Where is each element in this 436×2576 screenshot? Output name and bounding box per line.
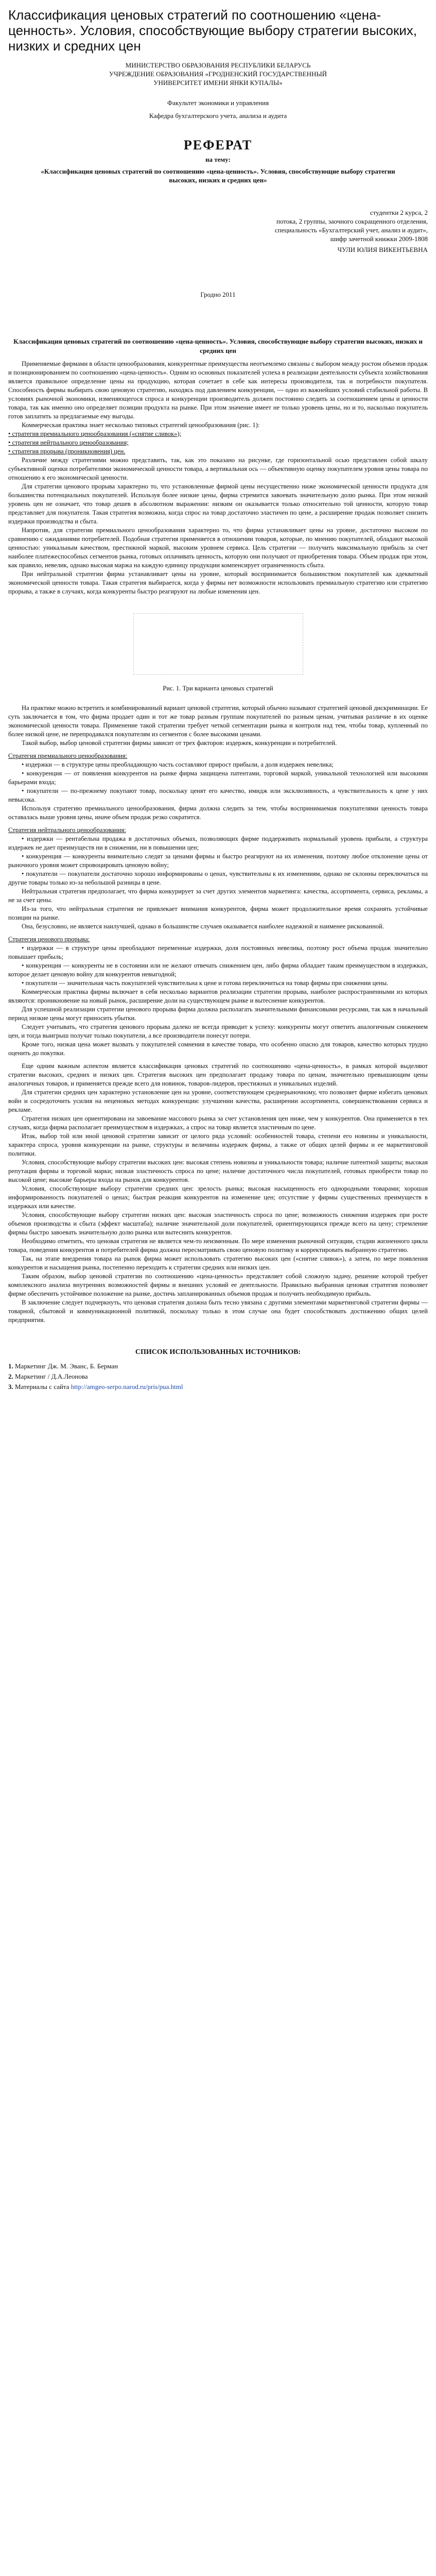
paragraph: Условия, способствующие выбору стратегии средних цен: зрелость рынка; высокая насыщенность его однородными товарами; хорошая информированность покупателей о ценах; быстрая реакция конкурентов на изменение цен; отсутствие у фирмы существенных преимуществ в издержках или качестве. [8, 1185, 428, 1210]
city-year: Гродно 2011 [200, 291, 236, 298]
paragraph: Необходимо отметить, что ценовая стратегия не является чем-то неизменным. По мере изменения рыночной ситуации, стадии жизненного цикла товара, поведения конкурентов и потребителей фирма должна пересматривать свою ценовую политику и корректировать выбранную стратегию. [8, 1238, 428, 1253]
reference-item [8, 1362, 428, 1371]
paragraph: • покупатели — по-прежнему покупают товар, поскольку ценят его качество, имидж или эксклюзивность, а чувствительность к цене у них невысока. [8, 787, 428, 803]
student-line-1: студентки 2 курса, 2 [370, 209, 428, 216]
referat-heading: РЕФЕРАТ [183, 138, 253, 152]
strategy-list-item: • стратегия нейтрального ценообразования; [8, 439, 129, 446]
paragraph: На практике можно встретить и комбинированный вариант ценовой стратегии, который обычно называют стратегией ценовой дискриминации. Ее суть заключается в том, что фирма продает один и тот же товар разным группам покупателей по разным ценам, учитывая различие в их оценке экономической ценности товара. Применение такой стратегии требует четкой сегментации рынка и контроля над тем, чтобы товар, купленный по более низкой цене, не перепродавался покупателям из сегментов с более высокими ценами. [8, 704, 428, 738]
paragraph: Еще одним важным аспектом является классификация ценовых стратегий по соотношению «цена-ценность», в рамках которой выделяют стратегии высоких, средних и низких цен. Стратегия высоких цен предполагает продажу товара по ценам, значительно превышающим цены аналогичных товаров, и применяется прежде всего для новинок, товаров-лидеров, престижных и уникальных изделий. [8, 1062, 428, 1087]
reference-item [8, 1372, 428, 1381]
institution-line-2: УНИВЕРСИТЕТ ИМЕНИ ЯНКИ КУПАЛЫ» [153, 79, 283, 87]
department-line: Кафедра бухгалтерского учета, анализа и аудита [149, 112, 287, 120]
paragraph: Кроме того, низкая цена может вызвать у покупателей сомнения в качестве товара, что особенно опасно для товаров, качество которых трудно оценить до покупки. [8, 1041, 428, 1057]
section-body-a [8, 360, 428, 596]
paragraph: Различие между стратегиями можно представить, так, как это показано на рисунке, где горизонтальной осью представлен собой шкалу субъективной оценки потребителями экономической ценности товара, а вертикальная ось — объективную оценку покупателем уровня цены товара по отношению к его экономической ценности. [8, 456, 428, 481]
reference-item [8, 1382, 428, 1392]
paragraph: Условия, способствующие выбору стратегии высоких цен: высокая степень новизны и уникальности товара; наличие патентной защиты; высокая репутация фирмы и торговой марки; низкая эластичность спроса по цене; наличие достаточного числа покупателей, готовых приобрести товар по высокой цене; высокие барьеры входа на рынок для конкурентов. [8, 1159, 428, 1183]
neutral-heading: Стратегия нейтрального ценообразования: [8, 826, 126, 834]
paragraph: • покупатели — покупатели достаточно хорошо информированы о ценах, чувствительны к их изменениям, однако не склонны переключаться на другие товары только из-за небольшой разницы в цене. [8, 870, 428, 886]
paragraph: Она, безусловно, не является наилучшей, однако в большинстве случаев оказывается наиболее надежной и наименее рискованной. [22, 923, 384, 930]
reference-number: 2. [8, 1372, 13, 1380]
author-name: ЧУЛИ ЮЛИЯ ВИКЕНТЬЕВНА [337, 246, 428, 253]
reference-text: Маркетинг Дж. М. Эванс, Б. Берман [15, 1362, 118, 1370]
institution-line-1: УЧРЕЖДЕНИЕ ОБРАЗОВАНИЯ «ГРОДНЕНСКИЙ ГОСУДАРСТВЕННЫЙ [109, 70, 327, 78]
references-heading: СПИСОК ИСПОЛЬЗОВАННЫХ ИСТОЧНИКОВ: [135, 1348, 301, 1356]
paragraph: Таким образом, выбор ценовой стратегии по соотношению «цена-ценность» представляет собой сложную задачу, решение которой требует комплексного анализа внутренних возможностей фирмы и внешних условий ее деятельности. Правильно выбранная ценовая стратегия позволяет фирме обеспечить устойчивое положение на рынке, достичь запланированных объемов продаж и получить необходимую прибыль. [8, 1273, 428, 1297]
paragraph: Коммерческая практика фирмы включает в себя несколько вариантов реализации стратегии прорыва, наиболее распространенными из которых являются: проникновение на новый рынок, расширение доли на существующем рынке и вытеснение конкурентов. [8, 988, 428, 1004]
paragraph: Следует учитывать, что стратегия ценового прорыва далеко не всегда приводит к успеху: конкуренты могут ответить аналогичным снижением цен, и тогда выигрыш получат только покупатели, а все производители понесут потери. [8, 1023, 428, 1039]
paragraph: • издержки — рентабельна продажа в достаточных объемах, позволяющих фирме поддерживать нормальный уровень прибыли, а структура издержек не дает преимуществ ни в снижении, ни в повышении цен; [8, 835, 428, 851]
topic-prefix: на тему: [205, 156, 231, 163]
student-line-4: шифр зачетной книжки 2009-1808 [330, 235, 428, 243]
student-line-3: специальность «Бухгалтерский учет, анализ и аудит», [274, 226, 428, 234]
strategy-list-item: • стратегия прорыва (проникновения) цен. [8, 448, 126, 455]
paragraph: Нейтральная стратегия предполагает, что фирма конкурирует за счет других элементов маркетинга: качества, ассортимента, сервиса, рекламы, а не за счет цены. [8, 888, 428, 904]
reference-text: Маркетинг / Д.А.Леонова [15, 1372, 88, 1380]
figure-caption: Рис. 1. Три варианта ценовых стратегий [163, 685, 273, 692]
faculty-line: Факультет экономики и управления [167, 99, 269, 107]
paragraph: Применяемые фирмами в области ценообразования, конкурентные преимущества неотъемлемо связаны с выбором между ростом объемов продаж и позиционированием по соотношению «цена-ценность». Одним из основных показателей успеха в реализации деятельности субъекта хозяйствования является правильное определение цены на продукцию, которая сочетает в себе как интересы производителя, так и потребности покупателя. Способность фирмы выбирать свою ценовую стратегию, находясь под давлением конкуренции, — одно из важнейших условий стабильной работы. В условиях рыночной экономики, изменяющегося спроса и конкуренции производитель должен постоянно следить за соотношением цены и ценности товара, так как именно оно определяет позиции продукта на рынке. При этом значение имеет не только уровень цены, но и то, насколько покупатель готов заплатить за предлагаемые ему выгоды. [8, 360, 428, 420]
figure-placeholder [8, 605, 428, 683]
figure-frame [133, 613, 303, 675]
paragraph: В заключение следует подчеркнуть, что ценовая стратегия должна быть тесно увязана с другими элементами маркетинговой стратегии фирмы — товарной, сбытовой и коммуникационной политикой, поскольку только в этом случае она будет способствовать достижению общих целей предприятия. [8, 1299, 428, 1324]
document-title: Классификация ценовых стратегий по соотношению «цена-ценность». Условия, способствующие выбору стратегии высоких, низких и средних цен [8, 7, 417, 54]
paragraph: Итак, выбор той или иной ценовой стратегии зависит от целого ряда условий: особенностей товара, степени его новизны и уникальности, характера спроса, уровня конкуренции на рынке, структуры и величины издержек фирмы, а также от общих целей фирмы и ее маркетинговой политики. [8, 1132, 428, 1157]
section-body-b [8, 704, 428, 1325]
ministry-line: МИНИСТЕРСТВО ОБРАЗОВАНИЯ РЕСПУБЛИКИ БЕЛАРУСЬ [125, 61, 311, 69]
paragraph: Из-за того, что нейтральная стратегия не привлекает внимания конкурентов, фирма может продолжительное время сохранять устойчивые позиции на рынке. [8, 905, 428, 921]
paragraph: Для стратегии средних цен характерно установление цен на уровне, соответствующем среднерыночному, что позволяет фирме избегать ценовых войн и сосредоточить усилия на неценовых методах конкуренции: улучшении качества, расширении ассортимента, совершенствовании сервиса и рекламе. [8, 1089, 428, 1113]
paragraph: Для успешной реализации стратегии ценового прорыва фирма должна располагать значительными финансовыми ресурсами, так как в начальный период низкие цены могут приносить убытки. [8, 1006, 428, 1022]
strategy-list-item: • стратегия премиального ценообразования («снятие сливок»); [8, 430, 182, 437]
paragraph: Стратегия низких цен ориентирована на завоевание массового рынка за счет установления цен ниже, чем у конкурентов. Она применяется в тех случаях, когда фирма располагает преимуществом в издержках, а спрос на товар является эластичным по цене. [8, 1115, 428, 1131]
paragraph: • издержки — в структуре цены преобладают переменные издержки, доля постоянных невелика, поэтому рост объема продаж значительно повышает прибыль; [8, 944, 428, 960]
references-list [8, 1362, 428, 1392]
paragraph: • конкуренция — конкуренты не в состоянии или не желают отвечать снижением цен, либо фирма обладает таким преимуществом в издержках, которое делает ценовую войну для конкурентов невыгодной; [8, 962, 428, 978]
section-heading: Классификация ценовых стратегий по соотношению «цена-ценность». Условия, способствующие выбору стратегии высоких, низких и средних цен [13, 337, 423, 354]
reference-number: 1. [8, 1362, 13, 1370]
paragraph: • конкуренция — от появления конкурентов на рынке фирма защищена патентами, торговой маркой, уникальной технологией или высокими барьерами входа; [8, 770, 428, 786]
paragraph: Коммерческая практика знает несколько типовых стратегий ценообразования (рис. 1): [22, 421, 260, 429]
premium-heading: Стратегия премиального ценообразования: [8, 752, 128, 759]
paragraph: Так, на этапе внедрения товара на рынок фирма может использовать стратегию высоких цен («снятие сливок»), а затем, по мере появления конкурентов и насыщения рынка, постепенно переходить к стратегии средних или низких цен. [8, 1255, 428, 1271]
paragraph: • покупатели — значительная часть покупателей чувствительна к цене и готова переключиться на товар фирмы при снижении цены. [22, 979, 389, 987]
paragraph: • конкуренция — конкуренты внимательно следят за ценами фирмы и быстро реагируют на их изменения, поэтому любое отклонение цены от рыночного уровня может спровоцировать ценовую войну; [8, 853, 428, 869]
paragraph: При нейтральной стратегии фирма устанавливает цены на уровне, который воспринимается большинством покупателей как адекватный экономической ценности товара. Такая стратегия выбирается, когда у фирмы нет возможности использовать премиальную стратегию или стратегию прорыва, а также в случаях, когда конкуренты быстро реагируют на любые изменения цен. [8, 570, 428, 595]
paragraph: Условия, способствующие выбору стратегии низких цен: высокая эластичность спроса по цене; возможность снижения издержек при росте объемов производства и сбыта (эффект масштаба); наличие значительной доли покупателей, ориентирующихся прежде всего на цену; стремление фирмы быстро завоевать значительную долю рынка или вытеснить конкурентов. [8, 1211, 428, 1236]
penetration-heading: Стратегия ценового прорыва: [8, 936, 90, 943]
paragraph: Напротив, для стратегии премиального ценообразования характерно то, что фирма устанавливает цены на уровне, достаточно высоком по сравнению с ожиданиями потребителей. Подобная стратегия применяется в отношении товаров, которые, по мнению покупателей, обладают высокой ценностью: уникальным качеством, престижной маркой, высоким уровнем сервиса. Цель стратегии — получить максимальную прибыль за счет наиболее платежеспособных сегментов рынка, готовых оплачивать ценность, которую они получают от приобретения товара. Объем продаж при этом, как правило, невелик, однако высокая маржа на каждую единицу продукции компенсирует ограниченность сбыта. [8, 527, 428, 569]
reference-text: Материалы с сайта [15, 1383, 71, 1391]
paragraph: Такой выбор, выбор ценовой стратегии фирмы зависит от трех факторов: издержек, конкуренции и потребителей. [22, 739, 337, 747]
reference-number: 3. [8, 1383, 13, 1391]
reference-link[interactable]: http://amgeo-serpo.narod.ru/pris/pua.html [71, 1383, 183, 1391]
student-line-2: потока, 2 группы, заочного сокращенного отделения, [276, 217, 428, 225]
paragraph: Используя стратегию премиального ценообразования, фирма должна следить за тем, чтобы воспринимаемая покупателями ценность товара оставалась выше уровня цены, иначе объем продаж резко сократится. [8, 805, 428, 821]
paragraph: Для стратегии ценового прорыва характерно то, что установленные фирмой цены несущественно ниже экономической ценности продукта для большинства потенциальных покупателей. Используя более низкие цены, фирма стремится завоевать значительную долю рынка. При этом низкий уровень цен не означает, что товар дешев в абсолютном выражении: низким он оказывается только относительно той ценности, которую товар представляет для покупателя. Такая стратегия возможна, когда спрос на товар достаточно эластичен по цене, а расширение продаж позволяет снизить издержки производства и сбыта. [8, 483, 428, 525]
title-page [8, 61, 428, 330]
paragraph: • издержки — в структуре цены преобладающую часть составляют прирост прибыли, а доля издержек невелика; [22, 761, 334, 768]
topic-text: «Классификация ценовых стратегий по соотношению «цена-ценность». Условия, способствующие выбору стратегии высоких, низких и средних цен» [41, 167, 395, 184]
